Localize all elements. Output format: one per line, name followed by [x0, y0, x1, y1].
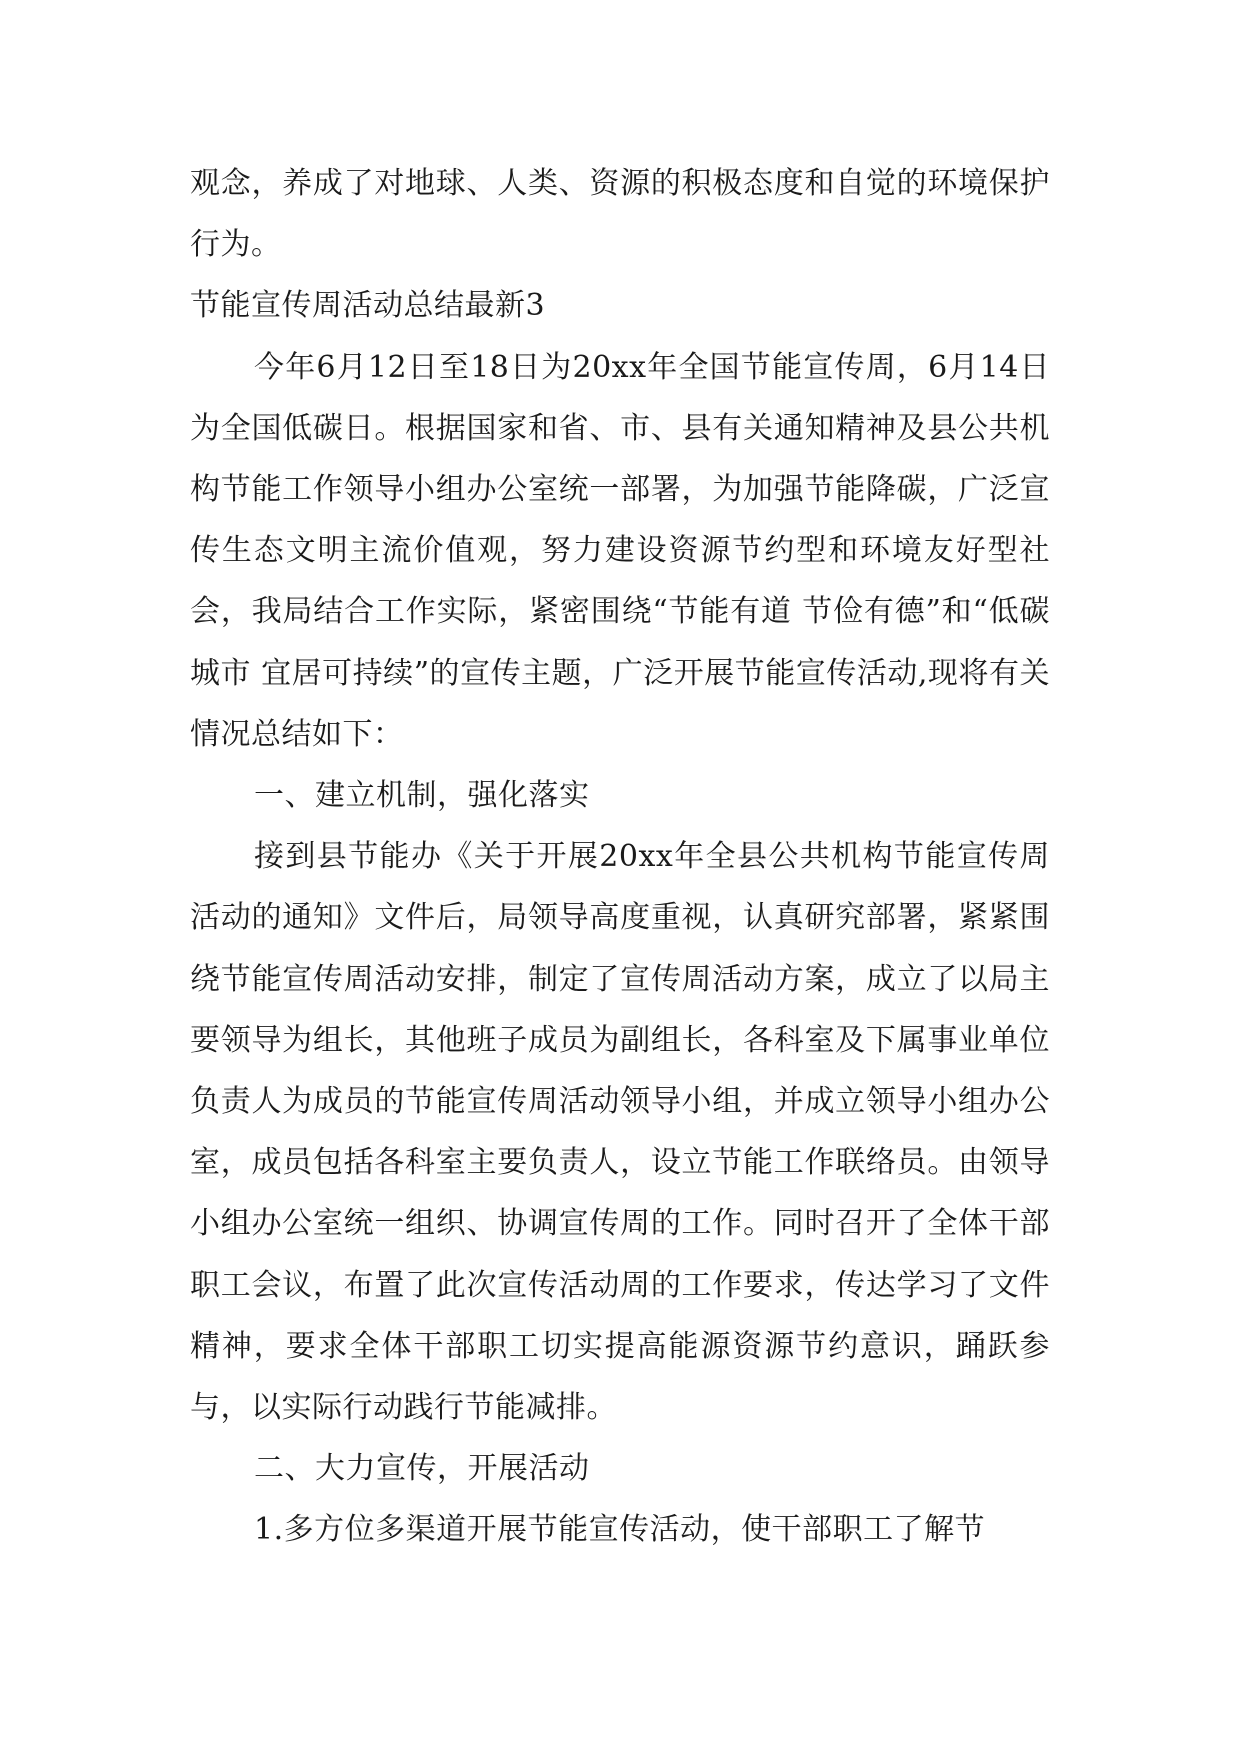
paragraph-publicity-item-1: 1.多方位多渠道开展节能宣传活动，使干部职工了解节: [254, 1512, 986, 1548]
paragraph-intro: 今年6月12日至18日为20xx年全国节能宣传周，6月14日为全国低碳日。根据国家和省、市、县有关通知精神及县公共机构节能工作领导小组办公室统一部署，为加强节能降碳，广泛宣传生态文明主流价值观，努力建设资源节约型和环境友好型社会，我局结合工作实际，紧密围绕“节能有道 节俭有德”和“低碳城市 宜居可持续”的宣传主题，广泛开展节能宣传活动,现将有关情况总结如下：: [190, 349, 1050, 752]
subheading-publicity: 二、大力宣传，开展活动: [254, 1451, 590, 1487]
paragraph-continuation: 观念，养成了对地球、人类、资源的积极态度和自觉的环境保护行为。: [190, 166, 1050, 263]
paragraph-mechanism: 接到县节能办《关于开展20xx年全县公共机构节能宣传周活动的通知》文件后，局领导高度重视，认真研究部署，紧紧围绕节能宣传周活动安排，制定了宣传周活动方案，成立了以局主要领导为组长，其他班子成员为副组长，各科室及下属事业单位负责人为成员的节能宣传周活动领导小组，并成立领导小组办公室，成员包括各科室主要负责人，设立节能工作联络员。由领导小组办公室统一组织、协调宣传周的工作。同时召开了全体干部职工会议，布置了此次宣传活动周的工作要求，传达学习了文件精神，要求全体干部职工切实提高能源资源节约意识，踊跃参与，以实际行动践行节能减排。: [190, 839, 1050, 1426]
document-body: [190, 153, 1050, 1561]
subheading-mechanism: 一、建立机制，强化落实: [254, 778, 590, 814]
section-title: 节能宣传周活动总结最新3: [190, 288, 546, 324]
